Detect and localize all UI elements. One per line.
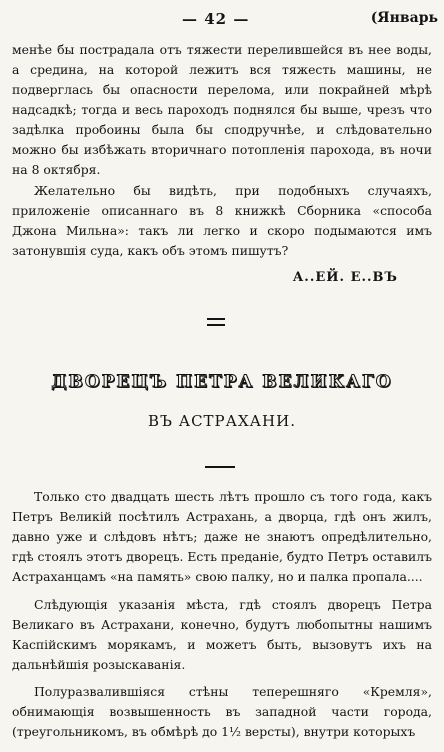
page-number: — 42 —	[182, 10, 250, 28]
section-divider	[207, 318, 225, 326]
paragraph-kremlin: Полуразвалившіяся стѣны теперешняго «Кремля», обнимающія возвышенность въ западной части города, (треугольникомъ, въ обмѣрѣ до 1½ версты), внутри которыхъ	[12, 684, 432, 739]
author-signature: А..ЕЙ. Е..ВЪ	[292, 270, 398, 285]
paragraph-intro: Только сто двадцать шесть лѣтъ прошло съ того года, какъ Петръ Великій посѣтилъ Астрахань, а дворца, гдѣ онъ жилъ, давно уже и слѣдовъ нѣтъ; даже не знаютъ опредѣлительно, гдѣ стоялъ этотъ дворецъ. Есть преданіе, будто Петръ оставилъ Астраханцамъ «на память» свою палку, но и палка пропала....	[12, 489, 432, 584]
running-head: (Январь	[370, 10, 438, 26]
page-header	[0, 10, 444, 32]
title-rule	[205, 466, 235, 468]
paragraph-location: Слѣдующія указанія мѣста, гдѣ стоялъ дворецъ Петра Великаго въ Астрахани, конечно, будутъ любопытны нашимъ Каспійскимъ морякамъ, и можетъ быть, вызовутъ ихъ на дальнѣйшія розыскаванія.	[12, 597, 432, 672]
article-title: ДВОРЕЦЪ ПЕТРА ВЕЛИКАГО	[51, 372, 393, 392]
article-subtitle: ВЪ АСТРАХАНИ.	[148, 412, 296, 430]
paragraph-wish: Желательно бы видѣть, при подобныхъ случаяхъ, приложеніе описаннаго въ 8 книжкѣ Сборника «способа Джона Мильна»: такъ ли легко и скоро подымаются имъ затонувшія суда, какъ объ этомъ пишутъ?	[12, 183, 432, 258]
paragraph-continued: менѣе бы пострадала отъ тяжести перелившейся въ нее воды, а средина, на которой лежитъ вся тяжесть машины, не подверглась бы опасности перелома, или покрайней мѣрѣ надсадкѣ; тогда и весь пароходъ поднялся бы выше, чрезъ что задѣлка пробоины была бы сподручнѣе, и слѣдовательно можно бы избѣжать вторичнаго потопленія парохода, въ ночи на 8 октября.	[12, 42, 432, 177]
